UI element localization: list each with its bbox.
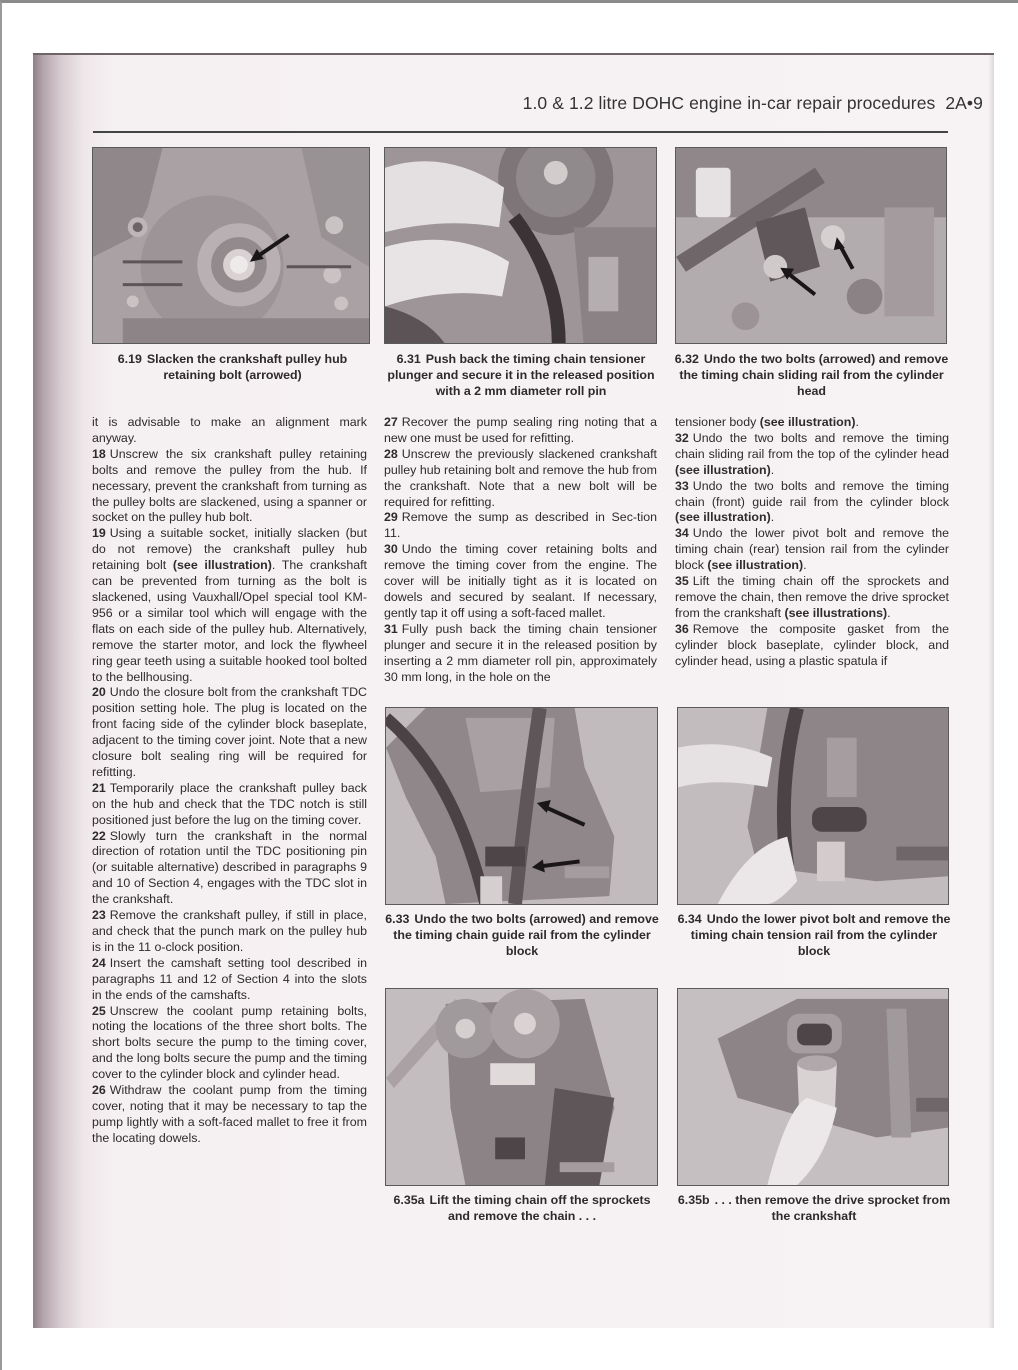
- paragraph-number: 20: [92, 685, 106, 700]
- figure-caption-text: . . . then remove the drive sprocket from the crankshaft: [714, 1193, 951, 1223]
- figure-caption-text: Undo the two bolts (arrowed) and remove the timing chain sliding rail from the cylinder head: [679, 352, 949, 398]
- paragraph-text: Remove the sump as described in Sec-tion 11.: [384, 510, 657, 541]
- paragraph-text: Recover the pump sealing ring noting that a new one must be used for refitting.: [384, 415, 657, 445]
- figure-number: 6.19: [117, 352, 142, 366]
- paragraph-30: [384, 542, 657, 622]
- paragraph: [675, 415, 949, 431]
- text-column-3: [675, 415, 949, 670]
- page-reference: 2A•9: [945, 93, 983, 113]
- paragraph-text: Fully push back the timing chain tensioner plunger and secure it in the released position by inserting a 2 mm diameter roll pin, approximately 30 mm long, in the hole on the: [384, 621, 657, 684]
- text-column-1: [92, 415, 367, 1147]
- paragraph-text: Undo the two bolts and remove the timing chain sliding rail from the top of the cylinder head: [675, 430, 949, 461]
- paragraph-number: 26: [92, 1083, 106, 1098]
- figure-photo-6-31: [384, 147, 657, 344]
- paragraph-36: [675, 622, 949, 670]
- paragraph-31: [384, 622, 657, 686]
- paragraph-text: Using a suitable socket, initially slacken (but do not remove) the crankshaft pulley hub retaining bolt: [92, 526, 367, 573]
- manual-page: [33, 53, 994, 1328]
- paragraph-27: [384, 415, 657, 447]
- paragraph-text: Remove the composite gasket from the cylinder block baseplate, cylinder block, and cylinder head, using a plastic spatula if: [675, 621, 949, 668]
- illustration-reference: (see illustrations): [784, 605, 888, 620]
- tension-rail-photo: [678, 708, 948, 904]
- paragraph-21: [92, 781, 367, 829]
- paragraph-34: [675, 526, 949, 574]
- illustration-reference: (see illustration): [172, 558, 272, 573]
- paragraph-text-continued: . The crankshaft can be prevented from turning as the bolt is slackened, using Vauxhall/Opel special tool KM-956 or a similar tool which will engage with the flats on each side of the pulley hub. Alternatively, remove the starter motor, and lock the flywheel ring gear teeth using a suitable hooked tool bolted to the bellhousing.: [92, 558, 367, 684]
- paragraph-text: Unscrew the coolant pump retaining bolts, noting the locations of the three short bolts. The short bolts secure the pump to the timing cover, and the long bolts secure the pump and the timing cover to the cylinder block and cylinder head.: [92, 1003, 367, 1082]
- paragraph-number: 36: [675, 621, 689, 636]
- illustration-reference: (see illustration): [675, 510, 771, 525]
- paragraph-number: 33: [675, 478, 689, 493]
- paragraph-number: 24: [92, 955, 106, 970]
- figure-caption-6-32: [673, 351, 950, 399]
- paragraph-text: Undo the lower pivot bolt and remove the timing chain (rear) tension rail from the cylinder block: [675, 526, 949, 573]
- paragraph-text: Unscrew the six crankshaft pulley retaining bolts and remove the pulley from the hub. If necessary, prevent the crankshaft from turning as the pulley bolts are slackened, using a spanner or socket on the pulley hub bolt.: [92, 446, 367, 525]
- figure-caption-text: Undo the lower pivot bolt and remove the timing chain tension rail from the cylinder block: [690, 912, 951, 958]
- figure-caption-6-33: [382, 911, 662, 959]
- figure-photo-6-19: [92, 147, 370, 344]
- guide-rail-photo: [386, 708, 657, 904]
- figure-photo-6-32: [675, 147, 947, 344]
- drive-sprocket-photo: [678, 989, 948, 1185]
- paragraph-text: Undo the closure bolt from the crankshaft TDC position setting hole. The plug is located on the front facing side of the cylinder block baseplate, adjacent to the timing cover joint. Note that a new closure bolt sealing ring will be required for refitting.: [92, 685, 367, 779]
- paragraph-26: [92, 1083, 367, 1147]
- sliding-rail-photo: [676, 148, 946, 343]
- paragraph-text: Slowly turn the crankshaft in the normal direction of rotation until the TDC positioning pin (or suitable alternative) described in paragraphs 9 and 10 of Section 4, engages with the TDC slot in the crankshaft.: [92, 828, 367, 907]
- figure-number: 6.32: [674, 352, 699, 366]
- paragraph-text: it is advisable to make an alignment mark anyway.: [92, 415, 367, 445]
- figure-number: 6.35a: [393, 1193, 425, 1207]
- paragraph-number: 35: [675, 574, 689, 589]
- crankshaft-pulley-hub-photo: [93, 148, 369, 343]
- chain-removal-photo: [386, 989, 657, 1185]
- paragraph-number: 31: [384, 621, 398, 636]
- paragraph-text: Remove the crankshaft pulley, if still in place, and check that the punch mark on the pulley hub is in the 11 o-clock position.: [92, 908, 367, 954]
- figure-caption-text: Slacken the crankshaft pulley hub retaining bolt (arrowed): [146, 352, 348, 382]
- paragraph-number: 27: [384, 415, 398, 429]
- figure-caption-6-35b: [674, 1192, 954, 1224]
- punctuation: .: [770, 462, 775, 477]
- text-column-2: [384, 415, 657, 685]
- paragraph-text: Lift the timing chain off the sprockets and remove the chain, then remove the drive sprocket from the crankshaft: [675, 574, 949, 620]
- paragraph-25: [92, 1004, 367, 1084]
- paragraph-19: [92, 526, 367, 685]
- punctuation: .: [803, 558, 807, 573]
- paragraph-text: Withdraw the coolant pump from the timing cover, noting that it may be necessary to tap the pump lightly with a soft-faced mallet to free it from the locating dowels.: [92, 1083, 367, 1145]
- paragraph-number: 19: [92, 526, 106, 541]
- figure-number: 6.35b: [677, 1193, 710, 1207]
- figure-caption-text: Lift the timing chain off the sprockets and remove the chain . . .: [429, 1193, 651, 1223]
- paragraph-20: [92, 685, 367, 780]
- paragraph-24: [92, 956, 367, 1004]
- running-title: 1.0 & 1.2 litre DOHC engine in-car repair procedures: [522, 93, 936, 113]
- figure-number: 6.34: [677, 912, 702, 926]
- illustration-reference: (see illustration): [675, 462, 771, 477]
- paragraph-text: Unscrew the previously slackened crankshaft pulley hub retaining bolt and remove the hub from the crankshaft. Note that a new bolt will be required for refitting.: [384, 446, 657, 509]
- paragraph-number: 29: [384, 510, 398, 525]
- paragraph-28: [384, 447, 657, 511]
- figure-photo-6-34: [677, 707, 949, 905]
- figure-number: 6.33: [385, 912, 410, 926]
- figure-caption-text: Undo the two bolts (arrowed) and remove the timing chain guide rail from the cylinder block: [393, 912, 659, 958]
- paragraph-number: 25: [92, 1003, 106, 1018]
- figure-caption-6-34: [674, 911, 954, 959]
- paragraph-number: 18: [92, 446, 106, 461]
- paragraph-number: 28: [384, 446, 398, 461]
- paragraph-number: 23: [92, 908, 106, 923]
- paragraph-number: 34: [675, 526, 689, 541]
- paragraph-35: [675, 574, 949, 622]
- paragraph-22: [92, 829, 367, 909]
- paragraph-number: 22: [92, 828, 106, 843]
- paragraph-text: Temporarily place the crankshaft pulley back on the hub and check that the TDC notch is still positioned just before the lug on the timing cover.: [92, 780, 367, 827]
- figure-caption-6-35a: [382, 1192, 662, 1224]
- figure-caption-text: Push back the timing chain tensioner plunger and secure it in the released position with a 2 mm diameter roll pin: [387, 352, 655, 398]
- paragraph-number: 21: [92, 780, 106, 795]
- illustration-reference: (see illustration): [707, 558, 804, 573]
- figure-caption-6-19: [95, 351, 370, 383]
- tensioner-plunger-photo: [385, 148, 656, 343]
- figure-number: 6.31: [396, 352, 421, 366]
- figure-photo-6-33: [385, 707, 658, 905]
- paragraph-18: [92, 447, 367, 527]
- punctuation: .: [887, 605, 891, 620]
- figure-caption-6-31: [381, 351, 661, 399]
- figure-photo-6-35b: [677, 988, 949, 1186]
- header-rule: [93, 131, 948, 133]
- paragraph-29: [384, 510, 657, 542]
- paragraph-33: [675, 479, 949, 527]
- paragraph-number: 32: [675, 430, 689, 445]
- paragraph: [92, 415, 367, 447]
- paragraph-text: Undo the two bolts and remove the timing chain (front) guide rail from the cylinder block: [675, 478, 949, 509]
- paragraph-32: [675, 431, 949, 479]
- paragraph-text: Insert the camshaft setting tool described in paragraphs 11 and 12 of Section 4 into the slots in the ends of the camshafts.: [92, 955, 367, 1002]
- illustration-reference: (see illustration): [759, 415, 856, 429]
- paragraph-23: [92, 908, 367, 956]
- paragraph-text: tensioner body: [675, 415, 757, 429]
- punctuation: .: [855, 415, 859, 429]
- punctuation: .: [770, 510, 775, 525]
- paragraph-number: 30: [384, 542, 398, 557]
- paragraph-text: Undo the timing cover retaining bolts and remove the timing cover from the engine. The cover will be initially tight as it is located on dowels and secured by sealant. If necessary, gently tap it off using a soft-faced mallet.: [384, 542, 657, 620]
- running-header: [463, 93, 983, 114]
- figure-photo-6-35a: [385, 988, 658, 1186]
